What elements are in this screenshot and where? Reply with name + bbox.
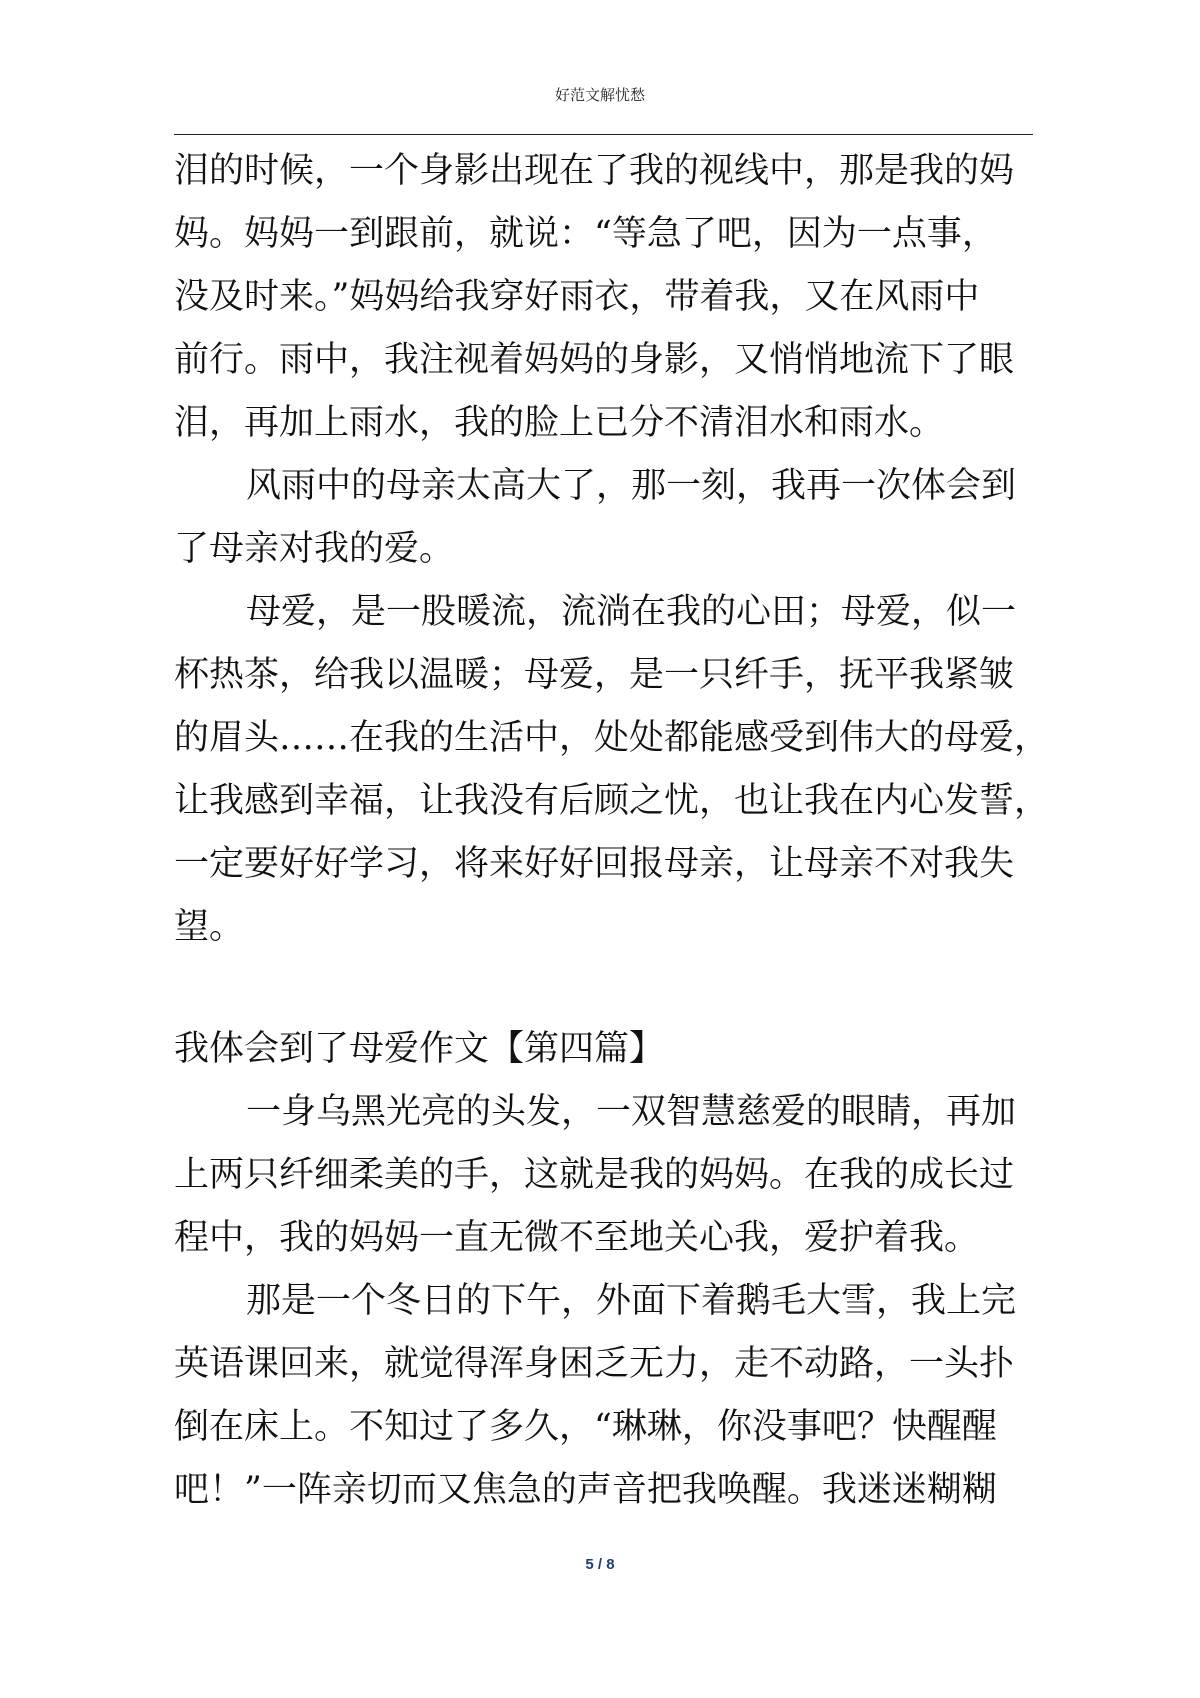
paragraph-line: 程中，我的妈妈一直无微不至地关心我，爱护着我。 (174, 1218, 980, 1258)
paragraph-line: 杯热茶，给我以温暖；母爱，是一只纤手，抚平我紧皱 (174, 655, 1015, 695)
paragraph-line: 泪，再加上雨水，我的脸上已分不清泪水和雨水。 (174, 403, 945, 443)
paragraph-line: 了母亲对我的爱。 (174, 529, 455, 569)
paragraph-line: 一身乌黑光亮的头发，一双智慧慈爱的眼睛，再加 (246, 1092, 1017, 1132)
paragraph-line: 吧！”一阵亲切而又焦急的声音把我唤醒。我迷迷糊糊 (174, 1470, 997, 1510)
paragraph-line: 泪的时候，一个身影出现在了我的视线中，那是我的妈 (174, 151, 1015, 191)
page-header-title: 好范文解忧愁 (554, 86, 645, 104)
paragraph-line: 望。 (174, 907, 245, 947)
paragraph-line: 的眉头……在我的生活中，处处都能感受到伟大的母爱， (174, 718, 1050, 758)
paragraph-line: 风雨中的母亲太高大了，那一刻，我再一次体会到 (246, 466, 1017, 506)
paragraph-line: 英语课回来，就觉得浑身困乏无力，走不动路，一头扑 (174, 1344, 1015, 1384)
paragraph-line: 让我感到幸福，让我没有后顾之忧，也让我在内心发誓， (174, 781, 1050, 821)
paragraph-line: 母爱，是一股暖流，流淌在我的心田；母爱，似一 (246, 592, 1017, 632)
paragraph-line: 倒在床上。不知过了多久，“琳琳，你没事吧？快醒醒 (174, 1407, 997, 1447)
paragraph-line: 没及时来。”妈妈给我穿好雨衣，带着我，又在风雨中 (174, 277, 980, 317)
paragraph-line: 上两只纤细柔美的手，这就是我的妈妈。在我的成长过 (174, 1155, 1015, 1195)
paragraph-line: 前行。雨中，我注视着妈妈的身影，又悄悄地流下了眼 (174, 340, 1015, 380)
document-body-continued (174, 1081, 1044, 1522)
page-number: 5 / 8 (585, 1556, 615, 1573)
section-heading: 我体会到了母爱作文【第四篇】 (174, 1029, 665, 1069)
paragraph-line: 妈。妈妈一到跟前，就说：“等急了吧，因为一点事， (174, 214, 997, 254)
paragraph-line: 那是一个冬日的下午，外面下着鹅毛大雪，我上完 (246, 1281, 1017, 1321)
document-body (174, 140, 1050, 959)
header-divider (174, 134, 1033, 135)
paragraph-line: 一定要好好学习，将来好好回报母亲，让母亲不对我失 (174, 844, 1015, 884)
